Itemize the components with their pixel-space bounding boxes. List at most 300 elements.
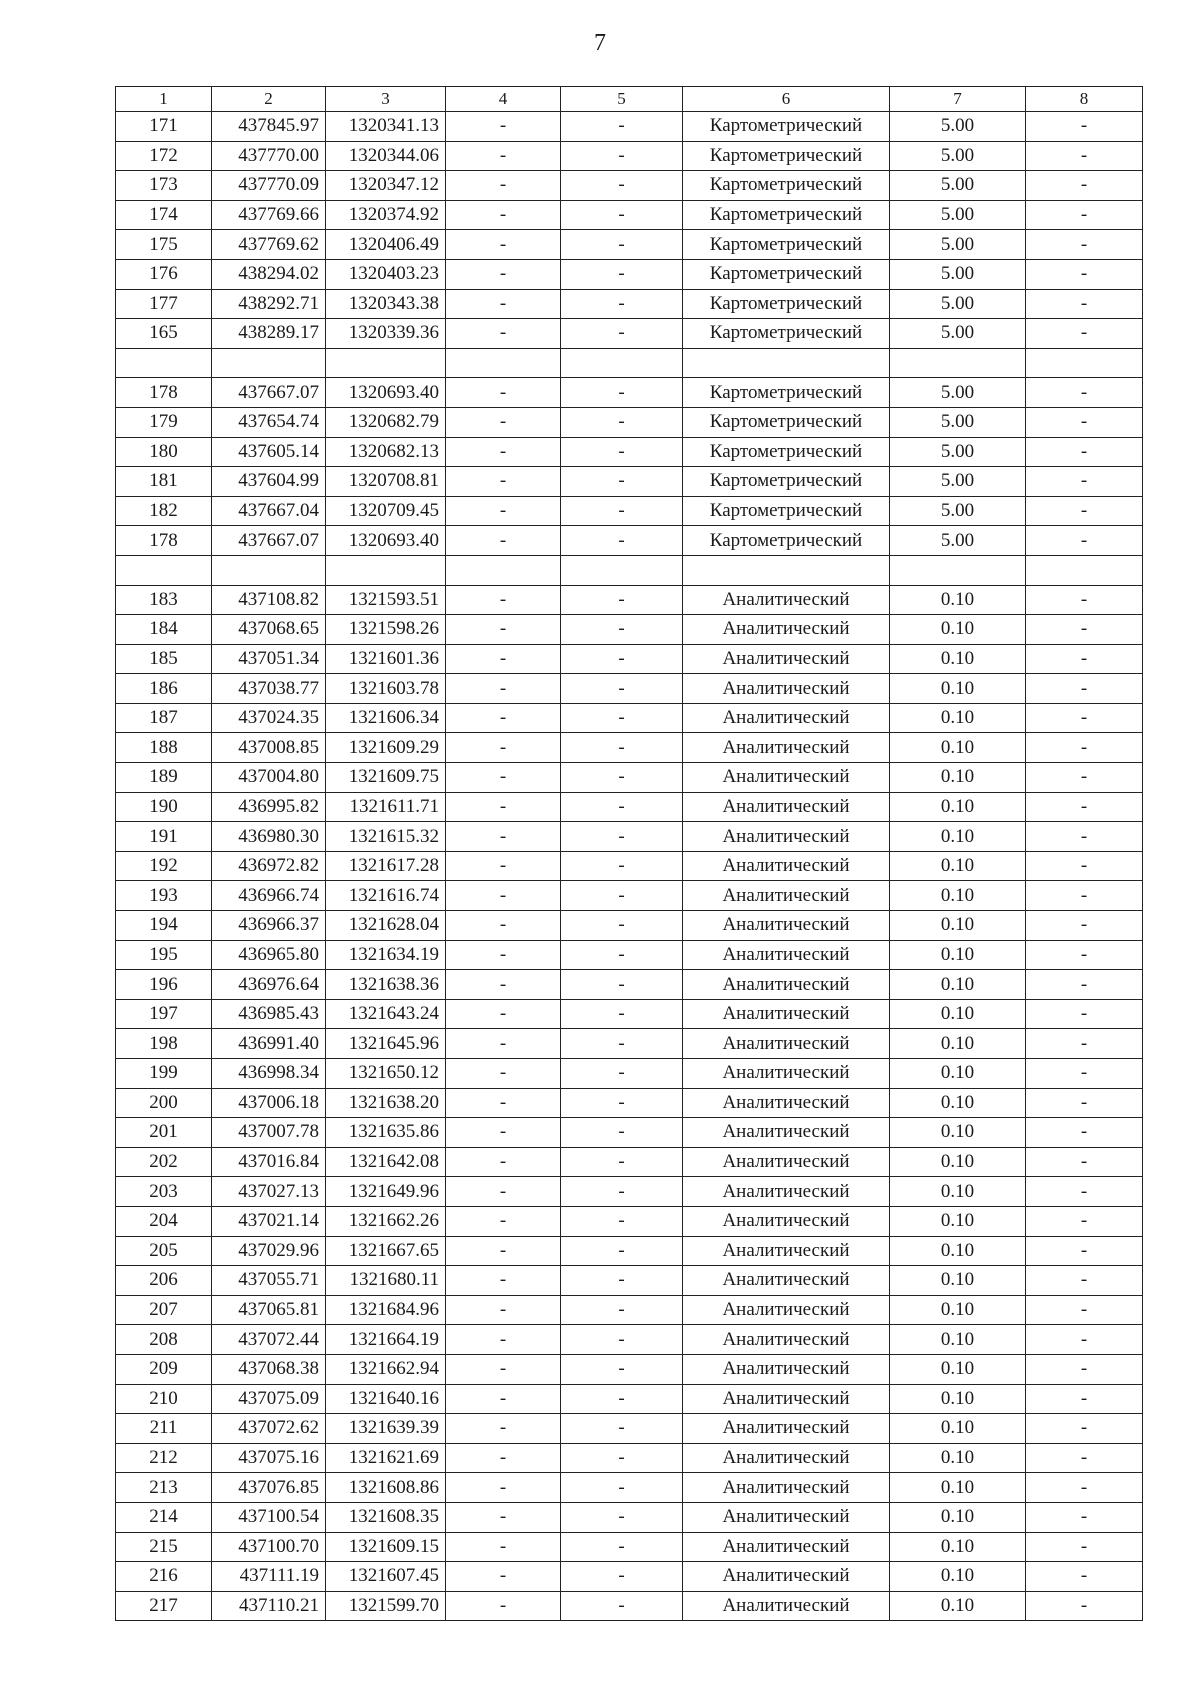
cell-coordinate-x: 437770.00: [212, 141, 326, 171]
cell-coordinate-y: 1321609.75: [326, 763, 446, 793]
cell-coordinate-y: 1320682.79: [326, 407, 446, 437]
cell-coordinate-y: 1321680.11: [326, 1266, 446, 1296]
cell-column-4: -: [446, 1088, 561, 1118]
cell-column-5: -: [561, 881, 683, 911]
cell-column-4: -: [446, 1354, 561, 1384]
cell-coordinate-x: 436966.37: [212, 911, 326, 941]
cell-column-8: -: [1026, 289, 1143, 319]
cell-coordinate-y: 1321642.08: [326, 1147, 446, 1177]
cell-column-4: -: [446, 585, 561, 615]
cell-coordinate-x: 437004.80: [212, 763, 326, 793]
table-row: [116, 437, 1143, 467]
cell-point-number: 175: [116, 230, 212, 260]
cell-column-4: [446, 555, 561, 585]
cell-column-4: -: [446, 1562, 561, 1592]
cell-point-number: 191: [116, 822, 212, 852]
cell-coordinate-x: 437110.21: [212, 1591, 326, 1621]
cell-column-4: -: [446, 259, 561, 289]
cell-coordinate-y: 1320682.13: [326, 437, 446, 467]
cell-column-8: -: [1026, 1384, 1143, 1414]
cell-column-5: -: [561, 1384, 683, 1414]
cell-coordinate-y: 1320339.36: [326, 319, 446, 349]
table-row: [116, 763, 1143, 793]
cell-coordinate-x: 437100.70: [212, 1532, 326, 1562]
cell-coordinate-x: 436980.30: [212, 822, 326, 852]
table-row: [116, 496, 1143, 526]
cell-method: Аналитический: [683, 851, 890, 881]
cell-point-number: 188: [116, 733, 212, 763]
cell-column-4: -: [446, 319, 561, 349]
cell-column-4: -: [446, 763, 561, 793]
cell-column-8: -: [1026, 437, 1143, 467]
cell-coordinate-y: 1320374.92: [326, 200, 446, 230]
table-row: [116, 703, 1143, 733]
cell-column-5: -: [561, 822, 683, 852]
cell-method: Аналитический: [683, 1562, 890, 1592]
cell-point-number: [116, 348, 212, 378]
column-header: 8: [1026, 87, 1143, 112]
cell-column-8: -: [1026, 733, 1143, 763]
cell-coordinate-x: 437075.09: [212, 1384, 326, 1414]
cell-method: Аналитический: [683, 585, 890, 615]
cell-column-8: -: [1026, 1502, 1143, 1532]
cell-accuracy: 0.10: [890, 1295, 1026, 1325]
cell-coordinate-x: 437006.18: [212, 1088, 326, 1118]
cell-accuracy: 0.10: [890, 1354, 1026, 1384]
table-row: [116, 585, 1143, 615]
cell-column-5: -: [561, 763, 683, 793]
cell-column-4: -: [446, 1473, 561, 1503]
cell-point-number: 178: [116, 526, 212, 556]
column-header: 4: [446, 87, 561, 112]
cell-coordinate-y: 1321615.32: [326, 822, 446, 852]
table-row: [116, 259, 1143, 289]
cell-coordinate-y: 1321593.51: [326, 585, 446, 615]
cell-coordinate-y: 1321684.96: [326, 1295, 446, 1325]
cell-column-4: -: [446, 851, 561, 881]
cell-column-4: -: [446, 230, 561, 260]
cell-accuracy: 0.10: [890, 674, 1026, 704]
cell-point-number: 214: [116, 1502, 212, 1532]
cell-column-4: -: [446, 615, 561, 645]
table-header: [116, 87, 1143, 112]
cell-column-4: -: [446, 1295, 561, 1325]
cell-column-5: -: [561, 496, 683, 526]
cell-point-number: 185: [116, 644, 212, 674]
cell-column-5: -: [561, 1266, 683, 1296]
table-row: [116, 733, 1143, 763]
cell-accuracy: 0.10: [890, 1502, 1026, 1532]
cell-method: Аналитический: [683, 1354, 890, 1384]
cell-column-8: -: [1026, 1266, 1143, 1296]
cell-column-8: -: [1026, 1562, 1143, 1592]
cell-accuracy: [890, 555, 1026, 585]
cell-accuracy: 0.10: [890, 733, 1026, 763]
cell-column-5: -: [561, 526, 683, 556]
table-row: [116, 1059, 1143, 1089]
cell-method: Аналитический: [683, 911, 890, 941]
cell-column-4: -: [446, 467, 561, 497]
cell-coordinate-y: 1320347.12: [326, 171, 446, 201]
cell-accuracy: 0.10: [890, 1206, 1026, 1236]
table-row: [116, 1502, 1143, 1532]
table-row: [116, 1532, 1143, 1562]
cell-method: Аналитический: [683, 999, 890, 1029]
cell-point-number: 202: [116, 1147, 212, 1177]
cell-method: Аналитический: [683, 1029, 890, 1059]
cell-point-number: 174: [116, 200, 212, 230]
cell-column-5: -: [561, 792, 683, 822]
cell-coordinate-x: 436995.82: [212, 792, 326, 822]
cell-column-4: -: [446, 437, 561, 467]
cell-point-number: 194: [116, 911, 212, 941]
cell-method: Картометрический: [683, 407, 890, 437]
cell-coordinate-y: 1321640.16: [326, 1384, 446, 1414]
cell-coordinate-x: 437769.66: [212, 200, 326, 230]
table-row: [116, 526, 1143, 556]
cell-accuracy: 0.10: [890, 1088, 1026, 1118]
cell-point-number: 165: [116, 319, 212, 349]
cell-point-number: 208: [116, 1325, 212, 1355]
cell-method: Картометрический: [683, 200, 890, 230]
cell-column-5: -: [561, 733, 683, 763]
cell-column-5: -: [561, 1029, 683, 1059]
cell-coordinate-y: 1320343.38: [326, 289, 446, 319]
cell-accuracy: 0.10: [890, 1443, 1026, 1473]
cell-coordinate-x: 437108.82: [212, 585, 326, 615]
cell-method: Аналитический: [683, 1414, 890, 1444]
table-row: [116, 1118, 1143, 1148]
cell-column-8: -: [1026, 999, 1143, 1029]
cell-coordinate-y: 1321649.96: [326, 1177, 446, 1207]
cell-column-5: -: [561, 171, 683, 201]
cell-coordinate-x: 436965.80: [212, 940, 326, 970]
column-header: 5: [561, 87, 683, 112]
cell-point-number: 204: [116, 1206, 212, 1236]
cell-method: Аналитический: [683, 1384, 890, 1414]
cell-accuracy: 0.10: [890, 1029, 1026, 1059]
cell-column-4: -: [446, 792, 561, 822]
cell-column-5: -: [561, 230, 683, 260]
cell-column-8: -: [1026, 881, 1143, 911]
cell-column-8: -: [1026, 1414, 1143, 1444]
cell-coordinate-y: 1321608.86: [326, 1473, 446, 1503]
cell-coordinate-y: 1321635.86: [326, 1118, 446, 1148]
cell-method: Картометрический: [683, 112, 890, 142]
cell-method: Аналитический: [683, 1059, 890, 1089]
cell-coordinate-x: 436985.43: [212, 999, 326, 1029]
cell-accuracy: 5.00: [890, 259, 1026, 289]
cell-coordinate-y: 1321643.24: [326, 999, 446, 1029]
cell-coordinate-x: 436991.40: [212, 1029, 326, 1059]
cell-coordinate-x: 436976.64: [212, 970, 326, 1000]
cell-coordinate-x: 437604.99: [212, 467, 326, 497]
cell-accuracy: 0.10: [890, 585, 1026, 615]
cell-point-number: 209: [116, 1354, 212, 1384]
cell-point-number: 206: [116, 1266, 212, 1296]
cell-method: Картометрический: [683, 378, 890, 408]
table-row: [116, 644, 1143, 674]
cell-coordinate-x: 437654.74: [212, 407, 326, 437]
cell-column-4: -: [446, 1443, 561, 1473]
cell-column-8: -: [1026, 970, 1143, 1000]
cell-method: Аналитический: [683, 1206, 890, 1236]
cell-coordinate-x: 437065.81: [212, 1295, 326, 1325]
cell-point-number: 189: [116, 763, 212, 793]
cell-method: Картометрический: [683, 526, 890, 556]
cell-accuracy: 0.10: [890, 1414, 1026, 1444]
cell-column-4: -: [446, 1384, 561, 1414]
table-row: [116, 171, 1143, 201]
cell-accuracy: 5.00: [890, 289, 1026, 319]
cell-accuracy: 0.10: [890, 881, 1026, 911]
table-row: [116, 1384, 1143, 1414]
cell-point-number: 176: [116, 259, 212, 289]
table-row: [116, 319, 1143, 349]
coordinates-table: [115, 86, 1143, 1621]
cell-point-number: 195: [116, 940, 212, 970]
cell-column-4: -: [446, 674, 561, 704]
cell-column-4: -: [446, 1236, 561, 1266]
cell-column-8: -: [1026, 141, 1143, 171]
separator-row: [116, 555, 1143, 585]
cell-column-5: -: [561, 1414, 683, 1444]
cell-point-number: 187: [116, 703, 212, 733]
cell-coordinate-y: 1321638.36: [326, 970, 446, 1000]
cell-column-5: -: [561, 378, 683, 408]
cell-coordinate-x: 437100.54: [212, 1502, 326, 1532]
cell-point-number: 190: [116, 792, 212, 822]
cell-point-number: 178: [116, 378, 212, 408]
cell-accuracy: 0.10: [890, 1266, 1026, 1296]
cell-column-8: -: [1026, 1591, 1143, 1621]
cell-column-5: -: [561, 644, 683, 674]
cell-accuracy: 5.00: [890, 467, 1026, 497]
cell-method: Аналитический: [683, 1502, 890, 1532]
cell-accuracy: 0.10: [890, 615, 1026, 645]
cell-column-5: -: [561, 467, 683, 497]
cell-column-5: [561, 348, 683, 378]
table-row: [116, 970, 1143, 1000]
cell-column-8: -: [1026, 703, 1143, 733]
cell-point-number: 184: [116, 615, 212, 645]
cell-accuracy: 0.10: [890, 822, 1026, 852]
table-row: [116, 1147, 1143, 1177]
cell-accuracy: 0.10: [890, 644, 1026, 674]
cell-method: Аналитический: [683, 792, 890, 822]
cell-column-4: -: [446, 1414, 561, 1444]
cell-coordinate-y: [326, 555, 446, 585]
cell-accuracy: 0.10: [890, 1591, 1026, 1621]
cell-coordinate-y: 1321603.78: [326, 674, 446, 704]
cell-method: Аналитический: [683, 1591, 890, 1621]
cell-column-4: -: [446, 1206, 561, 1236]
cell-column-5: -: [561, 407, 683, 437]
cell-column-8: -: [1026, 792, 1143, 822]
cell-coordinate-y: 1320403.23: [326, 259, 446, 289]
cell-accuracy: 5.00: [890, 496, 1026, 526]
table-row: [116, 467, 1143, 497]
cell-coordinate-y: 1321606.34: [326, 703, 446, 733]
cell-accuracy: 0.10: [890, 703, 1026, 733]
cell-method: Картометрический: [683, 467, 890, 497]
cell-coordinate-y: 1320693.40: [326, 526, 446, 556]
table-row: [116, 822, 1143, 852]
cell-column-5: -: [561, 1295, 683, 1325]
cell-coordinate-x: 438294.02: [212, 259, 326, 289]
cell-column-8: -: [1026, 1029, 1143, 1059]
cell-accuracy: 0.10: [890, 1532, 1026, 1562]
cell-column-4: -: [446, 733, 561, 763]
cell-coordinate-x: 437008.85: [212, 733, 326, 763]
cell-column-4: -: [446, 1266, 561, 1296]
cell-accuracy: [890, 348, 1026, 378]
cell-column-8: -: [1026, 1147, 1143, 1177]
cell-column-5: -: [561, 1177, 683, 1207]
cell-column-8: [1026, 348, 1143, 378]
column-header: 7: [890, 87, 1026, 112]
column-header: 6: [683, 87, 890, 112]
cell-column-8: -: [1026, 1177, 1143, 1207]
cell-column-8: -: [1026, 851, 1143, 881]
cell-column-4: -: [446, 526, 561, 556]
cell-coordinate-x: 437068.65: [212, 615, 326, 645]
cell-method: Картометрический: [683, 289, 890, 319]
cell-column-8: -: [1026, 1088, 1143, 1118]
cell-coordinate-y: 1321645.96: [326, 1029, 446, 1059]
table-row: [116, 1029, 1143, 1059]
cell-point-number: 211: [116, 1414, 212, 1444]
cell-column-5: -: [561, 1088, 683, 1118]
cell-column-5: -: [561, 674, 683, 704]
cell-coordinate-x: [212, 348, 326, 378]
cell-column-5: -: [561, 615, 683, 645]
cell-coordinate-x: 436998.34: [212, 1059, 326, 1089]
cell-method: Аналитический: [683, 733, 890, 763]
cell-accuracy: 0.10: [890, 1059, 1026, 1089]
cell-column-5: -: [561, 1502, 683, 1532]
cell-coordinate-x: 438292.71: [212, 289, 326, 319]
cell-accuracy: 5.00: [890, 437, 1026, 467]
table-row: [116, 674, 1143, 704]
cell-coordinate-y: 1321634.19: [326, 940, 446, 970]
cell-column-4: -: [446, 200, 561, 230]
cell-coordinate-x: 437055.71: [212, 1266, 326, 1296]
cell-column-5: -: [561, 141, 683, 171]
cell-column-4: -: [446, 881, 561, 911]
cell-coordinate-y: 1320406.49: [326, 230, 446, 260]
cell-column-4: -: [446, 1177, 561, 1207]
cell-accuracy: 0.10: [890, 940, 1026, 970]
cell-point-number: 217: [116, 1591, 212, 1621]
cell-column-8: -: [1026, 1532, 1143, 1562]
cell-accuracy: 0.10: [890, 1236, 1026, 1266]
cell-accuracy: 0.10: [890, 851, 1026, 881]
cell-accuracy: 5.00: [890, 112, 1026, 142]
cell-point-number: 216: [116, 1562, 212, 1592]
cell-column-4: -: [446, 940, 561, 970]
cell-point-number: 172: [116, 141, 212, 171]
cell-method: Аналитический: [683, 1147, 890, 1177]
cell-coordinate-x: 437075.16: [212, 1443, 326, 1473]
header-row: [116, 87, 1143, 112]
cell-accuracy: 0.10: [890, 1118, 1026, 1148]
table-row: [116, 940, 1143, 970]
cell-coordinate-y: 1320341.13: [326, 112, 446, 142]
cell-coordinate-x: 436972.82: [212, 851, 326, 881]
cell-point-number: 212: [116, 1443, 212, 1473]
cell-column-4: -: [446, 970, 561, 1000]
cell-accuracy: 0.10: [890, 911, 1026, 941]
table-row: [116, 1266, 1143, 1296]
cell-method: Аналитический: [683, 940, 890, 970]
cell-point-number: 197: [116, 999, 212, 1029]
cell-point-number: 182: [116, 496, 212, 526]
cell-point-number: 205: [116, 1236, 212, 1266]
cell-method: Аналитический: [683, 703, 890, 733]
cell-column-4: -: [446, 1502, 561, 1532]
cell-coordinate-x: 437667.07: [212, 526, 326, 556]
cell-coordinate-y: 1321639.39: [326, 1414, 446, 1444]
cell-column-8: -: [1026, 1236, 1143, 1266]
cell-column-5: -: [561, 1562, 683, 1592]
cell-point-number: 181: [116, 467, 212, 497]
table-row: [116, 141, 1143, 171]
cell-coordinate-x: 437068.38: [212, 1354, 326, 1384]
cell-accuracy: 5.00: [890, 230, 1026, 260]
cell-column-5: -: [561, 112, 683, 142]
cell-column-5: -: [561, 851, 683, 881]
cell-coordinate-y: 1320344.06: [326, 141, 446, 171]
cell-coordinate-x: 437667.04: [212, 496, 326, 526]
cell-column-8: -: [1026, 200, 1143, 230]
table-row: [116, 378, 1143, 408]
cell-method: Аналитический: [683, 1473, 890, 1503]
cell-column-4: -: [446, 1591, 561, 1621]
cell-column-4: -: [446, 1325, 561, 1355]
cell-column-8: -: [1026, 526, 1143, 556]
cell-column-5: -: [561, 703, 683, 733]
cell-column-5: -: [561, 1059, 683, 1089]
cell-point-number: 179: [116, 407, 212, 437]
cell-coordinate-y: [326, 348, 446, 378]
page-number: 7: [594, 30, 606, 56]
cell-coordinate-x: 437111.19: [212, 1562, 326, 1592]
cell-coordinate-y: 1321608.35: [326, 1502, 446, 1532]
cell-accuracy: 5.00: [890, 526, 1026, 556]
cell-column-5: -: [561, 1147, 683, 1177]
cell-column-5: -: [561, 200, 683, 230]
cell-accuracy: 0.10: [890, 1147, 1026, 1177]
cell-coordinate-x: 437027.13: [212, 1177, 326, 1207]
cell-coordinate-x: 437016.84: [212, 1147, 326, 1177]
cell-column-5: -: [561, 585, 683, 615]
cell-column-5: -: [561, 437, 683, 467]
cell-column-4: -: [446, 999, 561, 1029]
cell-column-5: -: [561, 970, 683, 1000]
cell-accuracy: 0.10: [890, 763, 1026, 793]
cell-coordinate-y: 1321667.65: [326, 1236, 446, 1266]
cell-column-5: -: [561, 940, 683, 970]
table-row: [116, 407, 1143, 437]
cell-accuracy: 0.10: [890, 1325, 1026, 1355]
cell-method: Картометрический: [683, 496, 890, 526]
cell-column-8: -: [1026, 763, 1143, 793]
cell-coordinate-x: 437845.97: [212, 112, 326, 142]
cell-column-8: -: [1026, 1354, 1143, 1384]
cell-coordinate-y: 1320708.81: [326, 467, 446, 497]
table-row: [116, 1088, 1143, 1118]
